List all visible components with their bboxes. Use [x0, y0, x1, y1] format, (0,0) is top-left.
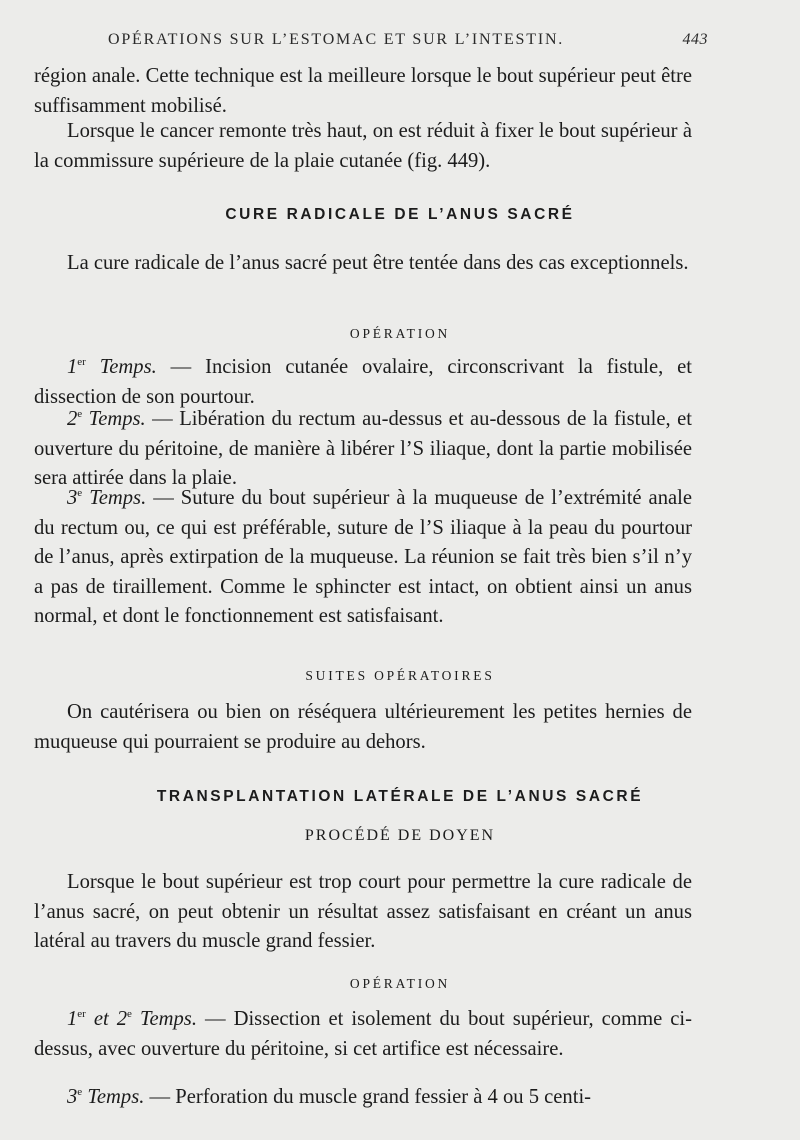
step-text: — Dissection et isolement du bout supérieur, comme ci-dessus, avec ouverture du péritoine, si cet artifice est nécessaire.	[34, 1008, 692, 1060]
step-first-time	[34, 353, 692, 412]
subheading-procede-doyen: PROCÉDÉ DE DOYEN	[304, 827, 496, 844]
step-label: Temps.	[99, 356, 157, 378]
step-number: 1	[67, 1008, 78, 1030]
step-ordinal: er	[77, 356, 86, 368]
step-number-2: 2	[116, 1008, 128, 1030]
step-ordinal: e	[77, 1086, 83, 1098]
step-label: Temps.	[139, 1008, 197, 1030]
subheading-operation-2: OPÉRATION	[349, 976, 451, 991]
paragraph-transplantation-intro: Lorsque le bout supérieur est trop court pour permettre la cure radicale de l’anus sacré, on peut obtenir un résultat assez satisfaisant en créant un anus latéral au travers du muscle grand fessier.	[34, 871, 692, 952]
subheading-suites-operatoires: SUITES OPÉRATOIRES	[305, 668, 495, 683]
page-number: 443	[682, 31, 708, 48]
step-first-second-time	[34, 1005, 692, 1064]
running-title: OPÉRATIONS SUR L’ESTOMAC ET SUR L’INTESTIN.	[108, 31, 565, 48]
paragraph-fig-reference: Lorsque le cancer remonte très haut, on est réduit à fixer le bout supérieur à la commissure supérieure de la plaie cutanée (fig. 449).	[34, 120, 692, 172]
step-label: Temps.	[88, 408, 146, 430]
step-number: 1	[67, 356, 78, 378]
step-number: 3	[67, 1086, 78, 1108]
paragraph-suites: On cautérisera ou bien on réséquera ultérieurement les petites hernies de muqueuse qui pourraient se produire au dehors.	[34, 701, 692, 753]
paragraph-cure-intro: La cure radicale de l’anus sacré peut être tentée dans des cas exceptionnels.	[67, 252, 689, 274]
paragraph-continuation: région anale. Cette technique est la meilleure lorsque le bout supérieur peut être suffisamment mobilisé.	[34, 65, 692, 117]
step-number: 3	[67, 487, 78, 509]
subheading-operation: OPÉRATION	[349, 326, 451, 341]
step-text: — Perforation du muscle grand fessier à 4 ou 5 centi-	[144, 1086, 592, 1108]
section-heading-transplantation: TRANSPLANTATION LATÉRALE DE L’ANUS SACRÉ	[156, 788, 644, 805]
step-third-time-2	[34, 1083, 692, 1113]
step-label: Temps.	[89, 487, 147, 509]
step-text: — Incision cutanée ovalaire, circonscrivant la fistule, et dissection de son pourtour.	[34, 356, 692, 408]
step-text: — Libération du rectum au-dessus et au-dessous de la fistule, et ouverture du péritoine, de manière à libérer l’S iliaque, dont la partie mobilisée sera attirée dans la plaie.	[34, 408, 692, 489]
step-number: 2	[67, 408, 78, 430]
step-ordinal: e	[77, 487, 83, 499]
step-text: — Suture du bout supérieur à la muqueuse de l’extrémité anale du rectum ou, ce qui est préférable, suture de l’S iliaque à la peau du pourtour de l’anus, après extirpation de la muqueuse. La réunion se fait très bien s’il n’y a pas de tiraillement. Comme le sphincter est intact, on obtient ainsi un anus normal, et dont le fonctionnement est satisfaisant.	[34, 487, 693, 627]
step-ordinal-2: e	[127, 1008, 132, 1020]
section-heading-cure-radicale: CURE RADICALE DE L’ANUS SACRÉ	[225, 206, 575, 223]
step-third-time	[34, 484, 692, 632]
step-ordinal: e	[77, 408, 83, 420]
step-conjunction: et	[85, 1008, 117, 1030]
step-label: Temps.	[87, 1086, 145, 1108]
running-header	[108, 31, 708, 49]
step-ordinal: er	[77, 1008, 86, 1020]
step-second-time	[34, 405, 692, 494]
